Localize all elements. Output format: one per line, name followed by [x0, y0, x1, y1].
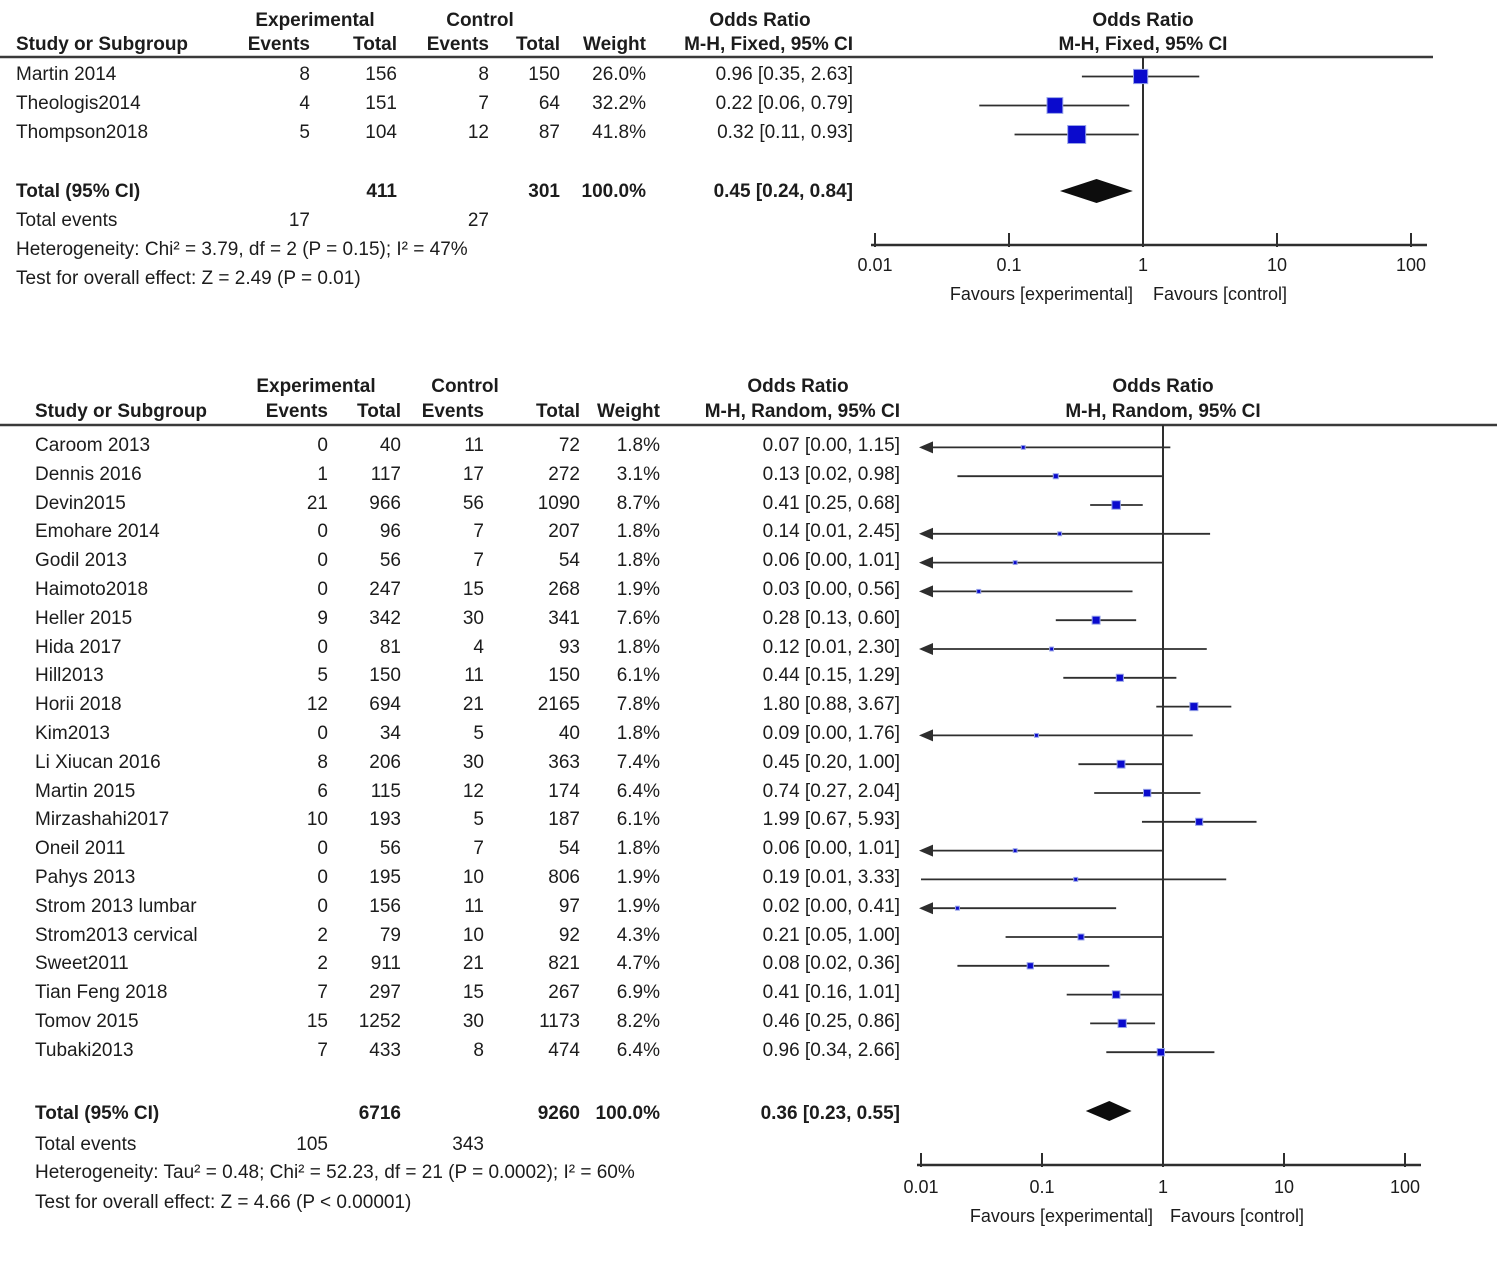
or-ci-text: 0.06 [0.00, 1.01] — [762, 838, 900, 859]
total-exp-value: 34 — [379, 723, 401, 744]
or-ci-text: 0.74 [0.27, 2.04] — [762, 781, 900, 802]
total-exp-value: 206 — [369, 752, 401, 773]
events-exp-value: 5 — [299, 122, 310, 143]
total-exp-value: 966 — [369, 493, 401, 514]
ci-arrow-left-icon — [919, 557, 933, 569]
total-ctl-value: 1090 — [537, 493, 580, 514]
group-header-experimental: Experimental — [255, 10, 375, 31]
or-ci-text: 0.03 [0.00, 0.56] — [762, 579, 900, 600]
weight-value: 6.1% — [616, 665, 660, 686]
total-events-exp: 17 — [288, 210, 310, 231]
total-exp-value: 150 — [369, 665, 401, 686]
events-exp-value: 6 — [317, 781, 328, 802]
events-ctl-value: 5 — [473, 809, 484, 830]
study-name: Caroom 2013 — [35, 435, 151, 456]
col-header-total-exp: Total — [357, 401, 401, 422]
col-header-or-ci: M-H, Random, 95% CI — [704, 401, 900, 422]
axis-tick-label: 0.01 — [857, 255, 893, 275]
total-row-label: Total (95% CI) — [16, 181, 141, 202]
events-exp-value: 2 — [317, 953, 328, 974]
or-ci-text: 0.28 [0.13, 0.60] — [762, 608, 900, 629]
events-exp-value: 0 — [317, 637, 328, 658]
study-name: Godil 2013 — [35, 550, 127, 571]
events-ctl-value: 30 — [462, 1011, 484, 1032]
plot-header-line2: M-H, Random, 95% CI — [1065, 401, 1261, 422]
weight-value: 1.8% — [616, 435, 660, 456]
events-exp-value: 0 — [317, 521, 328, 542]
total-events-exp: 105 — [296, 1134, 328, 1155]
total-ctl-value: 2165 — [537, 694, 580, 715]
weight-value: 3.1% — [616, 464, 660, 485]
study-name: Horii 2018 — [35, 694, 122, 715]
total-ctl-value: 187 — [548, 809, 580, 830]
total-ctl-value: 806 — [548, 867, 580, 888]
total-ctl-value: 87 — [538, 122, 560, 143]
total-ctl-value: 301 — [528, 181, 560, 202]
ci-arrow-left-icon — [919, 845, 933, 857]
total-exp-value: 411 — [366, 181, 397, 202]
effect-marker — [1053, 474, 1058, 479]
weight-value: 6.4% — [616, 781, 660, 802]
total-exp-value: 96 — [379, 521, 401, 542]
events-exp-value: 15 — [306, 1011, 328, 1032]
weight-value: 8.2% — [616, 1011, 660, 1032]
pooled-diamond — [1086, 1101, 1132, 1121]
events-exp-value: 0 — [317, 550, 328, 571]
total-exp-value: 694 — [369, 694, 401, 715]
events-exp-value: 7 — [317, 1040, 328, 1061]
study-name: Devin2015 — [35, 493, 126, 514]
effect-marker — [1190, 703, 1198, 711]
total-ctl-value: 97 — [558, 896, 580, 917]
total-ctl-value: 474 — [548, 1040, 580, 1061]
plot-header-line1: Odds Ratio — [1092, 10, 1194, 31]
ci-arrow-left-icon — [919, 441, 933, 453]
events-ctl-value: 5 — [473, 723, 484, 744]
col-header-events-ctl: Events — [421, 401, 484, 422]
effect-marker — [1078, 934, 1084, 940]
weight-value: 26.0% — [592, 64, 646, 85]
favours-experimental-label: Favours [experimental] — [949, 284, 1133, 304]
study-name: Hida 2017 — [35, 637, 122, 658]
col-header-events-exp: Events — [247, 34, 310, 55]
weight-value: 1.9% — [616, 579, 660, 600]
heterogeneity-text: Heterogeneity: Tau² = 0.48; Chi² = 52.23, df = 21 (P = 0.0002); I² = 60% — [35, 1162, 635, 1183]
total-row-label: Total (95% CI) — [35, 1103, 160, 1124]
total-exp-value: 193 — [369, 809, 401, 830]
weight-value: 6.9% — [616, 982, 660, 1003]
weight-value: 1.9% — [616, 867, 660, 888]
total-ctl-value: 40 — [558, 723, 580, 744]
effect-marker — [1196, 818, 1203, 825]
effect-marker — [955, 906, 959, 910]
weight-value: 1.8% — [616, 838, 660, 859]
effect-marker — [1117, 760, 1125, 768]
weight-value: 32.2% — [592, 93, 646, 114]
weight-value: 1.8% — [616, 637, 660, 658]
total-events-ctl: 343 — [452, 1134, 484, 1155]
effect-marker — [1074, 877, 1078, 881]
weight-value: 6.1% — [616, 809, 660, 830]
group-header-control: Control — [431, 376, 499, 397]
axis-tick-label: 10 — [1266, 255, 1288, 275]
events-ctl-value: 7 — [478, 93, 489, 114]
study-name: Strom2013 cervical — [35, 925, 198, 946]
favours-control-label: Favours [control] — [1153, 284, 1288, 304]
total-exp-value: 81 — [379, 637, 401, 658]
effect-marker — [1035, 733, 1039, 737]
ci-arrow-left-icon — [919, 902, 933, 914]
events-exp-value: 7 — [317, 982, 328, 1003]
total-ctl-value: 64 — [538, 93, 560, 114]
total-events-ctl: 27 — [467, 210, 489, 231]
overall-effect-text: Test for overall effect: Z = 2.49 (P = 0.01) — [16, 268, 361, 289]
or-ci-text: 0.21 [0.05, 1.00] — [762, 925, 900, 946]
events-exp-value: 12 — [306, 694, 328, 715]
total-exp-value: 115 — [370, 781, 401, 802]
study-name: Dennis 2016 — [35, 464, 142, 485]
total-exp-value: 297 — [369, 982, 401, 1003]
events-ctl-value: 11 — [464, 435, 484, 456]
effect-marker — [1157, 1049, 1164, 1056]
col-header-weight: Weight — [583, 34, 646, 55]
study-name: Tian Feng 2018 — [35, 982, 168, 1003]
weight-value: 8.7% — [616, 493, 660, 514]
or-ci-text: 1.80 [0.88, 3.67] — [762, 694, 900, 715]
ci-arrow-left-icon — [919, 643, 933, 655]
events-exp-value: 10 — [306, 809, 328, 830]
group-header-control: Control — [446, 10, 514, 31]
total-exp-value: 151 — [365, 93, 397, 114]
total-exp-value: 156 — [365, 64, 397, 85]
study-name: Oneil 2011 — [35, 838, 126, 859]
ci-arrow-left-icon — [919, 729, 933, 741]
effect-marker — [1144, 789, 1151, 796]
effect-marker — [1013, 561, 1017, 565]
study-name: Hill2013 — [35, 665, 104, 686]
or-ci-text: 0.19 [0.01, 3.33] — [762, 867, 900, 888]
total-ctl-value: 821 — [548, 953, 580, 974]
events-exp-value: 0 — [317, 435, 328, 456]
events-exp-value: 0 — [317, 723, 328, 744]
total-ctl-value: 150 — [528, 64, 560, 85]
total-exp-value: 433 — [369, 1040, 401, 1061]
total-ctl-value: 363 — [548, 752, 580, 773]
events-ctl-value: 21 — [462, 953, 484, 974]
events-exp-value: 5 — [317, 665, 328, 686]
events-exp-value: 0 — [317, 579, 328, 600]
or-ci-text: 0.13 [0.02, 0.98] — [762, 464, 900, 485]
events-exp-value: 0 — [317, 867, 328, 888]
axis-tick-label: 10 — [1273, 1177, 1295, 1197]
total-exp-value: 195 — [369, 867, 401, 888]
events-ctl-value: 11 — [464, 896, 484, 917]
events-exp-value: 0 — [317, 838, 328, 859]
study-name: Kim2013 — [35, 723, 110, 744]
favours-experimental-label: Favours [experimental] — [969, 1206, 1153, 1226]
or-ci-text: 0.12 [0.01, 2.30] — [762, 637, 900, 658]
total-exp-value: 1252 — [358, 1011, 401, 1032]
effect-marker — [1116, 674, 1123, 681]
axis-tick-label: 1 — [1137, 255, 1148, 275]
events-exp-value: 4 — [299, 93, 310, 114]
events-exp-value: 8 — [299, 64, 310, 85]
events-ctl-value: 17 — [462, 464, 484, 485]
total-ctl-value: 150 — [548, 665, 580, 686]
total-ctl-value: 92 — [558, 925, 580, 946]
col-header-events-ctl: Events — [426, 34, 489, 55]
col-header-weight: Weight — [597, 401, 660, 422]
or-ci-text: 0.45 [0.20, 1.00] — [762, 752, 900, 773]
total-exp-value: 156 — [369, 896, 401, 917]
col-header-study: Study or Subgroup — [35, 401, 208, 422]
events-exp-value: 2 — [317, 925, 328, 946]
weight-value: 1.8% — [616, 521, 660, 542]
total-ctl-value: 54 — [558, 550, 580, 571]
heterogeneity-text: Heterogeneity: Chi² = 3.79, df = 2 (P = 0.15); I² = 47% — [16, 239, 468, 260]
total-events-label: Total events — [35, 1134, 137, 1155]
study-name: Heller 2015 — [35, 608, 133, 629]
study-name: Emohare 2014 — [35, 521, 160, 542]
or-ci-text: 0.09 [0.00, 1.76] — [762, 723, 900, 744]
total-exp-value: 247 — [369, 579, 401, 600]
events-ctl-value: 7 — [473, 550, 484, 571]
total-ctl-value: 1173 — [539, 1011, 580, 1032]
events-ctl-value: 15 — [462, 579, 484, 600]
axis-tick-label: 1 — [1157, 1177, 1168, 1197]
events-ctl-value: 12 — [467, 122, 489, 143]
forest-plot-fixed-effect — [0, 0, 1500, 332]
axis-tick-label: 100 — [1395, 255, 1427, 275]
weight-value: 1.9% — [616, 896, 660, 917]
or-ci-text: 0.41 [0.16, 1.01] — [762, 982, 900, 1003]
weight-value: 7.8% — [616, 694, 660, 715]
total-exp-value: 104 — [365, 122, 397, 143]
or-ci-text: 0.46 [0.25, 0.86] — [762, 1011, 900, 1032]
total-or-ci-text: 0.36 [0.23, 0.55] — [760, 1103, 900, 1124]
effect-marker — [1068, 126, 1086, 144]
events-exp-value: 8 — [317, 752, 328, 773]
study-name: Martin 2014 — [16, 64, 117, 85]
effect-marker — [1027, 963, 1033, 969]
effect-marker — [1013, 849, 1017, 853]
effect-marker — [1050, 647, 1054, 651]
effect-marker — [977, 589, 981, 593]
or-ci-text: 0.08 [0.02, 0.36] — [762, 953, 900, 974]
pooled-diamond — [1060, 179, 1133, 203]
effect-marker — [1112, 501, 1121, 510]
events-ctl-value: 12 — [462, 781, 484, 802]
effect-marker — [1021, 445, 1025, 449]
weight-value: 1.8% — [616, 550, 660, 571]
axis-tick-label: 0.1 — [1029, 1177, 1055, 1197]
study-name: Strom 2013 lumbar — [35, 896, 197, 917]
col-header-total-ctl: Total — [516, 34, 560, 55]
study-name: Tubaki2013 — [35, 1040, 134, 1061]
or-ci-text: 0.07 [0.00, 1.15] — [762, 435, 900, 456]
or-column-header: Odds Ratio — [709, 10, 811, 31]
total-ctl-value: 268 — [548, 579, 580, 600]
study-name: Tomov 2015 — [35, 1011, 139, 1032]
study-name: Li Xiucan 2016 — [35, 752, 161, 773]
events-ctl-value: 8 — [473, 1040, 484, 1061]
effect-marker — [1058, 532, 1062, 536]
weight-value: 4.3% — [616, 925, 660, 946]
study-name: Sweet2011 — [35, 953, 129, 974]
study-name: Mirzashahi2017 — [35, 809, 170, 830]
total-ctl-value: 72 — [558, 435, 580, 456]
study-name: Haimoto2018 — [35, 579, 149, 600]
events-ctl-value: 11 — [464, 665, 484, 686]
or-ci-text: 0.96 [0.34, 2.66] — [762, 1040, 900, 1061]
events-exp-value: 9 — [317, 608, 328, 629]
axis-tick-label: 0.01 — [903, 1177, 939, 1197]
total-exp-value: 79 — [379, 925, 401, 946]
total-ctl-value: 341 — [548, 608, 580, 629]
or-ci-text: 0.14 [0.01, 2.45] — [762, 521, 900, 542]
events-ctl-value: 21 — [462, 694, 484, 715]
col-header-events-exp: Events — [265, 401, 328, 422]
events-ctl-value: 7 — [473, 838, 484, 859]
events-ctl-value: 8 — [478, 64, 489, 85]
study-name: Martin 2015 — [35, 781, 136, 802]
total-ctl-value: 54 — [558, 838, 580, 859]
or-ci-text: 0.96 [0.35, 2.63] — [715, 64, 853, 85]
study-name: Theologis2014 — [16, 93, 141, 114]
effect-marker — [1112, 991, 1120, 999]
total-ctl-value: 272 — [548, 464, 580, 485]
overall-effect-text: Test for overall effect: Z = 4.66 (P < 0.00001) — [35, 1192, 412, 1213]
or-ci-text: 0.22 [0.06, 0.79] — [715, 93, 853, 114]
total-weight-value: 100.0% — [595, 1103, 660, 1124]
or-ci-text: 0.44 [0.15, 1.29] — [762, 665, 900, 686]
total-exp-value: 342 — [369, 608, 401, 629]
or-column-header: Odds Ratio — [747, 376, 849, 397]
group-header-experimental: Experimental — [256, 376, 376, 397]
events-ctl-value: 7 — [473, 521, 484, 542]
total-events-label: Total events — [16, 210, 118, 231]
events-ctl-value: 10 — [462, 925, 484, 946]
total-or-ci-text: 0.45 [0.24, 0.84] — [713, 181, 853, 202]
ci-arrow-left-icon — [919, 528, 933, 540]
total-ctl-value: 207 — [548, 521, 580, 542]
events-ctl-value: 30 — [462, 752, 484, 773]
ci-arrow-left-icon — [919, 585, 933, 597]
axis-tick-label: 100 — [1389, 1177, 1421, 1197]
total-ctl-value: 93 — [558, 637, 580, 658]
effect-marker — [1134, 69, 1148, 83]
effect-marker — [1118, 1019, 1126, 1027]
total-ctl-value: 267 — [548, 982, 580, 1003]
events-ctl-value: 15 — [462, 982, 484, 1003]
plot-header-line1: Odds Ratio — [1112, 376, 1214, 397]
total-exp-value: 6716 — [358, 1103, 401, 1124]
favours-control-label: Favours [control] — [1170, 1206, 1305, 1226]
or-ci-text: 1.99 [0.67, 5.93] — [762, 809, 900, 830]
col-header-total-ctl: Total — [536, 401, 580, 422]
weight-value: 6.4% — [616, 1040, 660, 1061]
events-ctl-value: 4 — [473, 637, 484, 658]
weight-value: 4.7% — [616, 953, 660, 974]
total-ctl-value: 174 — [548, 781, 580, 802]
effect-marker — [1047, 98, 1063, 114]
events-ctl-value: 30 — [462, 608, 484, 629]
or-ci-text: 0.32 [0.11, 0.93] — [717, 122, 853, 143]
or-ci-text: 0.02 [0.00, 0.41] — [762, 896, 900, 917]
axis-tick-label: 0.1 — [996, 255, 1022, 275]
total-weight-value: 100.0% — [581, 181, 646, 202]
events-exp-value: 1 — [317, 464, 328, 485]
events-exp-value: 21 — [306, 493, 328, 514]
study-name: Pahys 2013 — [35, 867, 136, 888]
or-ci-text: 0.06 [0.00, 1.01] — [762, 550, 900, 571]
forest-plot-random-effects — [0, 368, 1500, 1277]
weight-value: 1.8% — [616, 723, 660, 744]
col-header-total-exp: Total — [353, 34, 397, 55]
study-name: Thompson2018 — [16, 122, 149, 143]
col-header-study: Study or Subgroup — [16, 34, 189, 55]
effect-marker — [1092, 616, 1100, 624]
total-exp-value: 117 — [370, 464, 401, 485]
total-exp-value: 911 — [370, 953, 401, 974]
weight-value: 7.6% — [616, 608, 660, 629]
or-ci-text: 0.41 [0.25, 0.68] — [762, 493, 900, 514]
total-ctl-value: 9260 — [537, 1103, 580, 1124]
events-ctl-value: 56 — [462, 493, 484, 514]
weight-value: 7.4% — [616, 752, 660, 773]
col-header-or-ci: M-H, Fixed, 95% CI — [684, 34, 853, 55]
plot-header-line2: M-H, Fixed, 95% CI — [1058, 34, 1228, 55]
events-ctl-value: 10 — [462, 867, 484, 888]
events-exp-value: 0 — [317, 896, 328, 917]
total-exp-value: 40 — [379, 435, 401, 456]
total-exp-value: 56 — [379, 550, 401, 571]
weight-value: 41.8% — [592, 122, 646, 143]
total-exp-value: 56 — [379, 838, 401, 859]
